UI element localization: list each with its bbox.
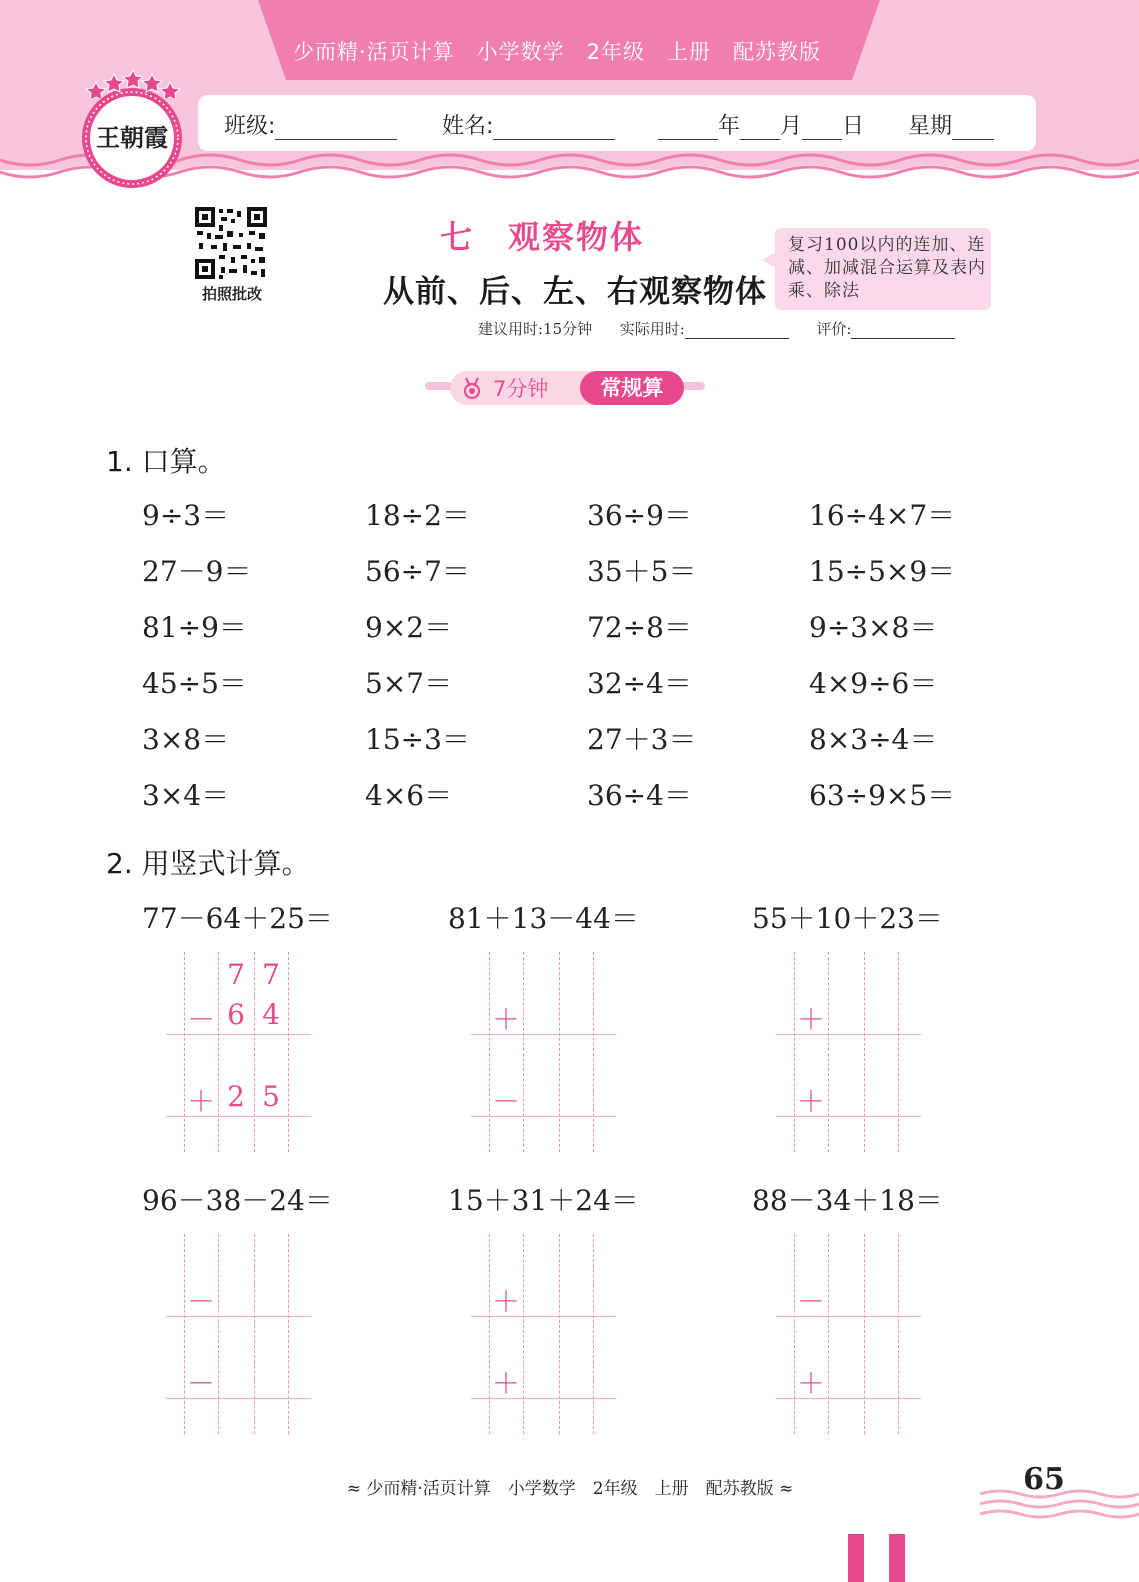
grid-digit: 2 bbox=[227, 1080, 245, 1113]
oral-problem: 3×8＝ bbox=[142, 723, 230, 756]
oral-problem: 63÷9×5＝ bbox=[809, 779, 956, 812]
oral-problem: 72÷8＝ bbox=[587, 611, 692, 644]
badge-tag: 常规算 bbox=[580, 371, 684, 405]
vertical-problem-expression: 77－64＋25＝ bbox=[142, 902, 333, 935]
qr-code-icon[interactable] bbox=[193, 205, 269, 281]
day-blank[interactable] bbox=[802, 117, 842, 140]
oral-problem: 36÷4＝ bbox=[587, 779, 692, 812]
review-note-text: 复习100以内的连加、连减、加减混合运算及表内乘、除法 bbox=[788, 235, 986, 301]
page-number: 65 bbox=[1023, 1462, 1065, 1497]
vertical-problem-expression: 15＋31＋24＝ bbox=[448, 1184, 639, 1217]
bottom-edge-tab bbox=[848, 1534, 864, 1582]
actual-time-blank[interactable] bbox=[685, 322, 789, 339]
name-blank[interactable] bbox=[493, 117, 615, 140]
oral-problem: 16÷4×7＝ bbox=[809, 499, 956, 532]
oral-problem: 81÷9＝ bbox=[142, 611, 247, 644]
day-label: 日 bbox=[842, 114, 865, 139]
grid-digit: 7 bbox=[262, 958, 280, 991]
grid-operator: － bbox=[186, 1003, 215, 1036]
lesson-title: 从前、后、左、右观察物体 bbox=[383, 274, 767, 310]
grid-digit: 7 bbox=[227, 958, 245, 991]
grid-operator: ＋ bbox=[796, 1085, 825, 1118]
grid-operator: ＋ bbox=[491, 1285, 520, 1318]
vertical-calc-grid[interactable] bbox=[471, 952, 616, 1152]
suggested-time: 建议用时:15分钟 bbox=[478, 320, 593, 338]
grid-operator: ＋ bbox=[491, 1003, 520, 1036]
oral-problem: 15÷5×9＝ bbox=[809, 555, 956, 588]
footer-text: ≈ 少而精·活页计算 小学数学 2年级 上册 配苏教版 ≈ bbox=[346, 1479, 794, 1499]
month-blank[interactable] bbox=[740, 117, 780, 140]
year-blank[interactable] bbox=[658, 117, 718, 140]
student-info-bar bbox=[198, 95, 1036, 151]
oral-problem: 8×3÷4＝ bbox=[809, 723, 938, 756]
vertical-problem-expression: 81＋13－44＝ bbox=[448, 902, 639, 935]
timing-row bbox=[478, 318, 955, 339]
oral-problem: 27－9＝ bbox=[142, 555, 252, 588]
oral-problem: 35＋5＝ bbox=[587, 555, 697, 588]
grid-digit: 4 bbox=[262, 998, 280, 1031]
month-label: 月 bbox=[780, 114, 803, 139]
section2-heading: 2. 用竖式计算。 bbox=[106, 847, 310, 880]
section1-heading: 1. 口算。 bbox=[106, 445, 226, 478]
oral-problem: 27＋3＝ bbox=[587, 723, 697, 756]
actual-time-label: 实际用时: bbox=[619, 320, 685, 338]
rating-blank[interactable] bbox=[851, 322, 955, 339]
series-title: 少而精·活页计算 小学数学 2年级 上册 配苏教版 bbox=[292, 40, 822, 64]
oral-problem: 9÷3＝ bbox=[142, 499, 230, 532]
vertical-calc-grid[interactable] bbox=[776, 1234, 921, 1434]
oral-problem: 32÷4＝ bbox=[587, 667, 692, 700]
grid-operator: － bbox=[186, 1285, 215, 1318]
review-note-pointer bbox=[762, 252, 778, 268]
rating-label: 评价: bbox=[816, 320, 852, 338]
vertical-problem-expression: 96－38－24＝ bbox=[142, 1184, 333, 1217]
name-label: 姓名: bbox=[442, 114, 494, 139]
brand-logo bbox=[80, 86, 184, 190]
grid-operator: ＋ bbox=[796, 1367, 825, 1400]
grid-operator: － bbox=[186, 1367, 215, 1400]
year-label: 年 bbox=[718, 114, 741, 139]
vertical-calc-grid[interactable] bbox=[776, 952, 921, 1152]
grid-digit: 5 bbox=[262, 1080, 280, 1113]
grid-operator: ＋ bbox=[796, 1003, 825, 1036]
grid-operator: ＋ bbox=[186, 1085, 215, 1118]
oral-problem: 4×6＝ bbox=[365, 779, 453, 812]
weekday-label: 星期 bbox=[908, 114, 953, 139]
grid-operator: － bbox=[491, 1085, 520, 1118]
oral-problem: 56÷7＝ bbox=[365, 555, 470, 588]
chapter-title: 七 观察物体 bbox=[440, 218, 645, 256]
oral-problem: 9×2＝ bbox=[365, 611, 453, 644]
weekday-blank[interactable] bbox=[952, 117, 994, 140]
class-label: 班级: bbox=[224, 114, 276, 139]
class-blank[interactable] bbox=[275, 117, 397, 140]
badge-time: 7分钟 bbox=[493, 377, 549, 401]
oral-problem: 18÷2＝ bbox=[365, 499, 470, 532]
vertical-calc-grid[interactable] bbox=[471, 1234, 616, 1434]
bottom-edge-tab bbox=[889, 1534, 905, 1582]
vertical-problem-expression: 88－34＋18＝ bbox=[752, 1184, 943, 1217]
vertical-problem-expression: 55＋10＋23＝ bbox=[752, 902, 943, 935]
oral-problem: 4×9÷6＝ bbox=[809, 667, 938, 700]
oral-problem: 9÷3×8＝ bbox=[809, 611, 938, 644]
qr-label: 拍照批改 bbox=[201, 285, 262, 303]
oral-problem: 36÷9＝ bbox=[587, 499, 692, 532]
grid-operator: ＋ bbox=[491, 1367, 520, 1400]
oral-problem: 15÷3＝ bbox=[365, 723, 470, 756]
oral-problem: 3×4＝ bbox=[142, 779, 230, 812]
logo-stars bbox=[86, 68, 180, 98]
weekday-field[interactable] bbox=[908, 109, 994, 140]
logo-text: 王朝霞 bbox=[96, 123, 168, 152]
medal-icon bbox=[460, 376, 484, 400]
oral-problem: 45÷5＝ bbox=[142, 667, 247, 700]
vertical-calc-grid[interactable] bbox=[166, 1234, 311, 1434]
vertical-calc-grid[interactable] bbox=[166, 952, 311, 1152]
oral-problem: 5×7＝ bbox=[365, 667, 453, 700]
grid-digit: 6 bbox=[227, 998, 245, 1031]
grid-operator: － bbox=[796, 1285, 825, 1318]
class-field[interactable] bbox=[224, 109, 397, 140]
name-field[interactable] bbox=[442, 109, 615, 140]
date-field[interactable] bbox=[658, 109, 864, 140]
